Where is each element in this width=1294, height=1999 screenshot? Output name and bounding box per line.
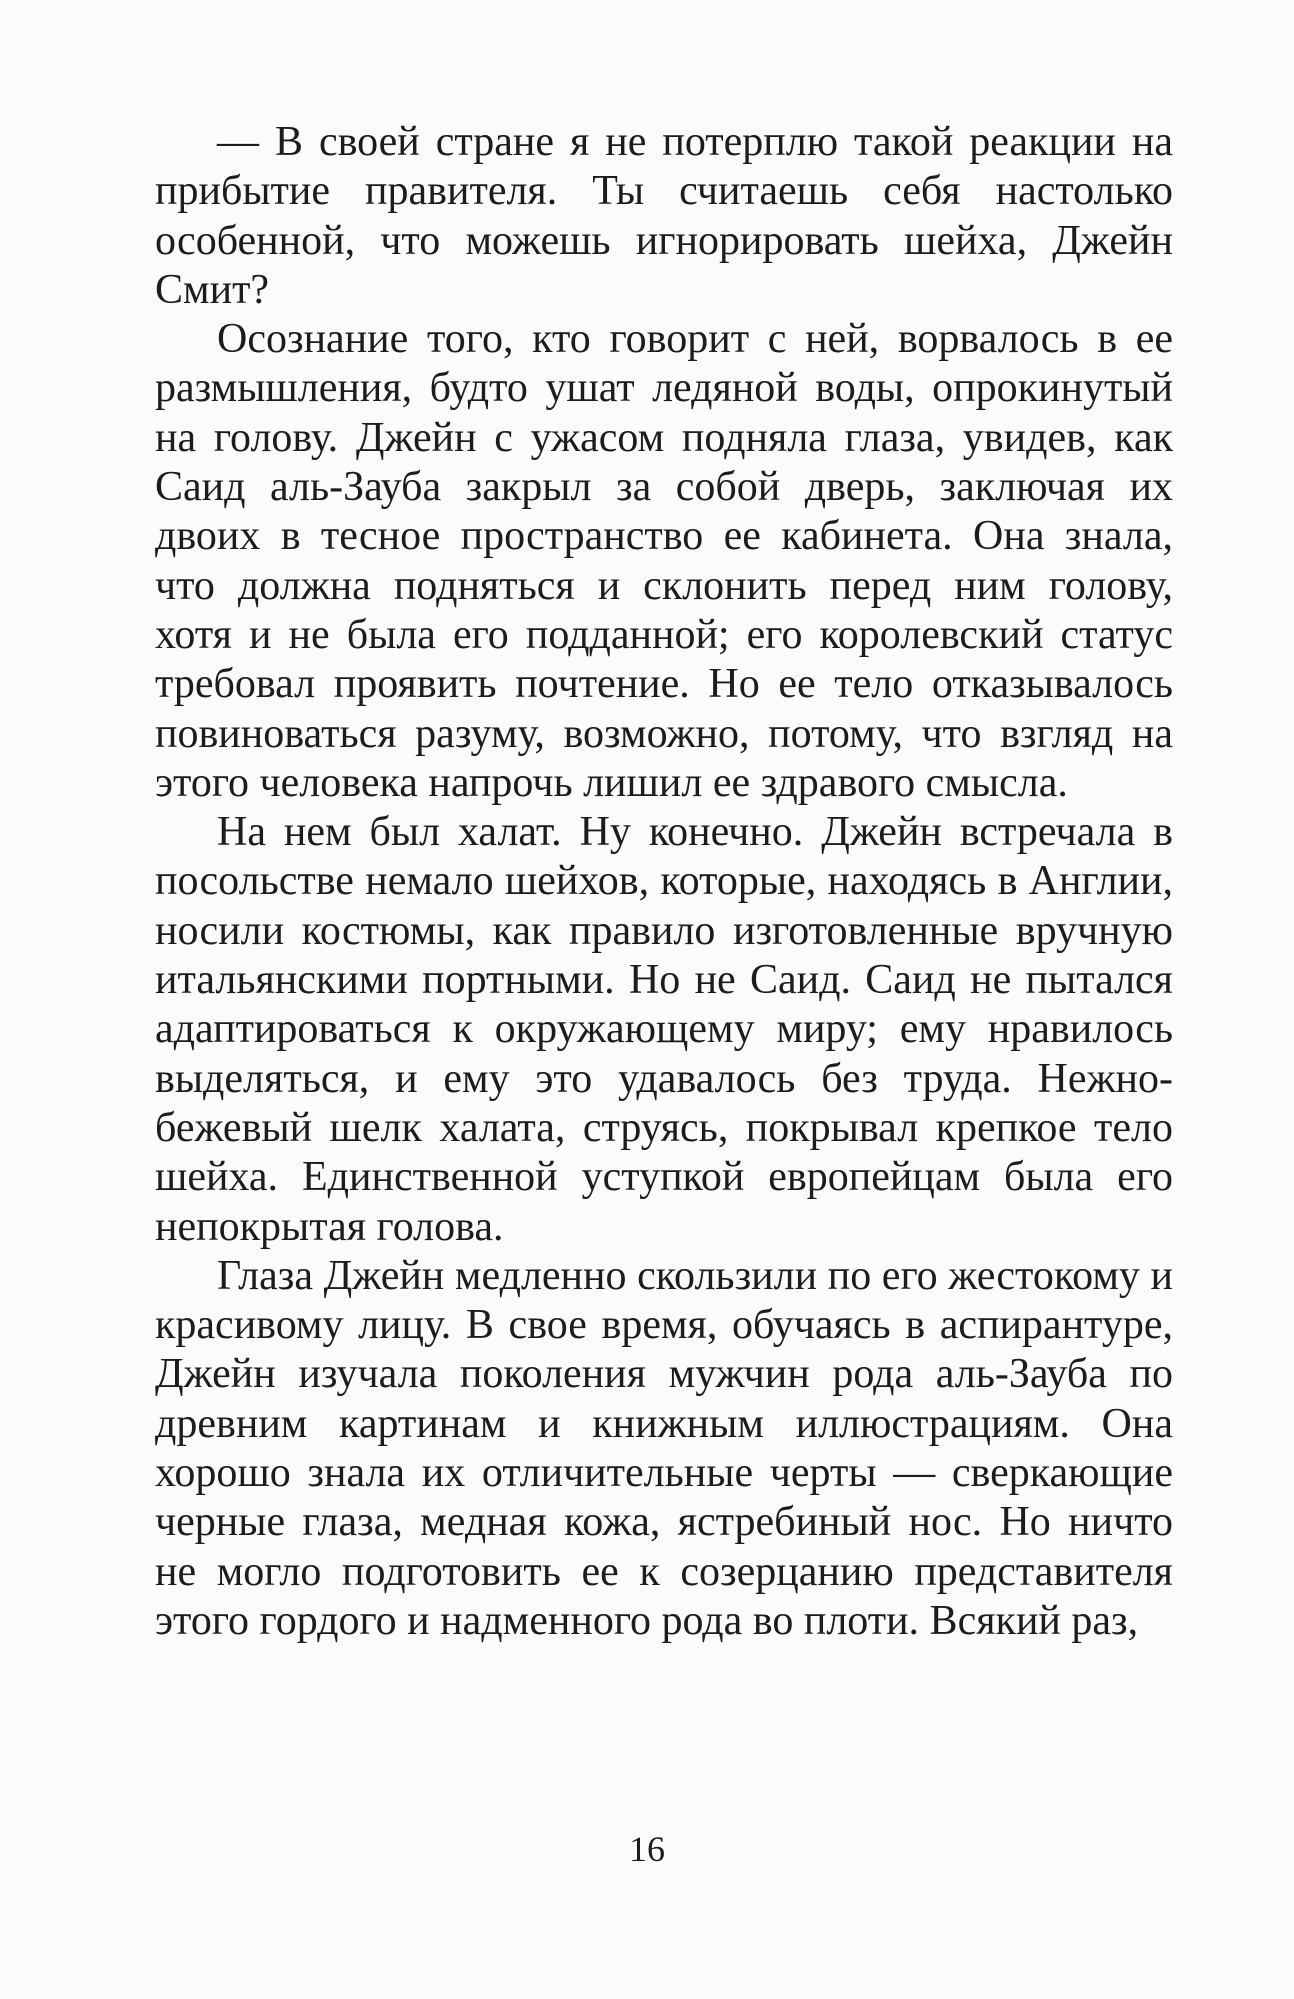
paragraph-4: Глаза Джейн медленно скользили по его жестокому и красивому лицу. В свое время, обучаясь в аспирантуре, Джейн изучала поколения мужчин рода аль-Зауба по древним картинам и книжным иллюстрациям. Она хорошо знала их отличительные черты — сверкающие черные глаза, медная кожа, ястребиный нос. Но ничто не могло подготовить ее к созерцанию представителя этого гордого и надменного рода во плоти. Всякий раз, [155, 1252, 1173, 1644]
paragraph-3: На нем был халат. Ну конечно. Джейн встречала в посольстве немало шейхов, которые, находясь в Англии, носили костюмы, как правило изготовленные вручную итальянскими портными. Но не Саид. Саид не пытался адаптироваться к окружающему миру; ему нравилось выделяться, и ему это удавалось без труда. Нежно-бежевый шелк халата, струясь, покрывал крепкое тело шейха. Единственной уступкой европейцам была его непокрытая голова. [155, 809, 1173, 1250]
body-text [155, 118, 1173, 1646]
paragraph-2: Осознание того, кто говорит с ней, ворвалось в ее размышления, будто ушат ледяной воды, опрокинутый на голову. Джейн с ужасом подняла глаза, увидев, как Саид аль-Зауба закрыл за собой дверь, заключая их двоих в тесное пространство ее кабинета. Она знала, что должна подняться и склонить перед ним голову, хотя и не была его подданной; его королевский статус требовал проявить почтение. Но ее тело отказывалось повиноваться разуму, возможно, потому, что взгляд на этого человека напрочь лишил ее здравого смысла. [155, 316, 1173, 806]
page-number: 16 [629, 1829, 665, 1869]
paragraph-1: — В своей стране я не потерплю такой реакции на прибытие правителя. Ты считаешь себя настолько особенной, что можешь игнорировать шейха, Джейн Смит? [155, 119, 1173, 313]
